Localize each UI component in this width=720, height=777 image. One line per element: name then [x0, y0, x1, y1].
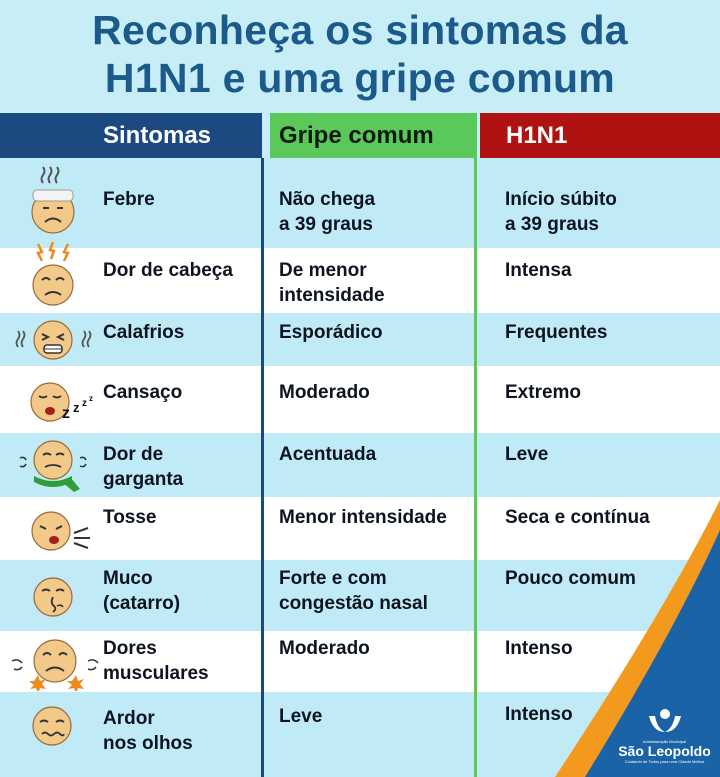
symptom-cell: Muco (catarro) — [103, 568, 181, 614]
svg-text:z: z — [62, 405, 70, 422]
h1n1-cell: Intenso — [505, 638, 573, 659]
symptom-cell: Ardor nos olhos — [103, 708, 193, 754]
gripe-cell: Esporádico — [279, 322, 383, 343]
gripe-cell: Moderado — [279, 638, 370, 659]
symptom-cell: Dor de garganta — [103, 444, 184, 490]
h1n1-cell: Frequentes — [505, 322, 608, 343]
symptom-cell: Calafrios — [103, 322, 185, 343]
symptom-cell: Dores musculares — [103, 638, 209, 684]
svg-text:z: z — [82, 398, 87, 409]
symptom-cell: Dor de cabeça — [103, 260, 233, 281]
h1n1-cell: Seca e contínua — [505, 507, 650, 528]
logo-name: São Leopoldo — [618, 743, 711, 759]
gripe-cell: Não chega a 39 graus — [279, 189, 376, 235]
header-gripe-comum: Gripe comum — [270, 113, 477, 158]
symptom-cell: Cansaço — [103, 382, 183, 403]
sao-leopoldo-logo — [612, 706, 717, 774]
svg-text:z: z — [73, 400, 80, 415]
gripe-cell: Menor intensidade — [279, 507, 447, 528]
title-line-2: H1N1 e uma gripe comum — [104, 55, 616, 101]
symptom-cell: Tosse — [103, 507, 157, 528]
svg-text:z: z — [89, 394, 93, 403]
gripe-cell: Moderado — [279, 382, 370, 403]
header-h1n1: H1N1 — [480, 113, 720, 158]
gripe-cell: Acentuada — [279, 444, 377, 465]
h1n1-cell: Pouco comum — [505, 568, 636, 589]
title-line-1: Reconheça os sintomas da — [92, 7, 628, 53]
logo-top-text: Administração Municipal — [642, 739, 687, 744]
logo-emblem-icon — [645, 706, 685, 734]
h1n1-cell: Início súbito a 39 graus — [505, 189, 617, 235]
h1n1-cell: Intenso — [505, 704, 573, 725]
gripe-cell: Forte e com congestão nasal — [279, 568, 428, 614]
h1n1-cell: Intensa — [505, 260, 572, 281]
symptom-cell: Febre — [103, 189, 155, 210]
gripe-cell: De menor intensidade — [279, 260, 385, 306]
h1n1-cell: Extremo — [505, 382, 582, 403]
gripe-cell: Leve — [279, 706, 323, 727]
h1n1-cell: Leve — [505, 444, 549, 465]
header-sintomas: Sintomas — [0, 113, 262, 158]
logo-tagline: Cuidando de Todos para uma Cidade Melhor — [624, 759, 705, 764]
